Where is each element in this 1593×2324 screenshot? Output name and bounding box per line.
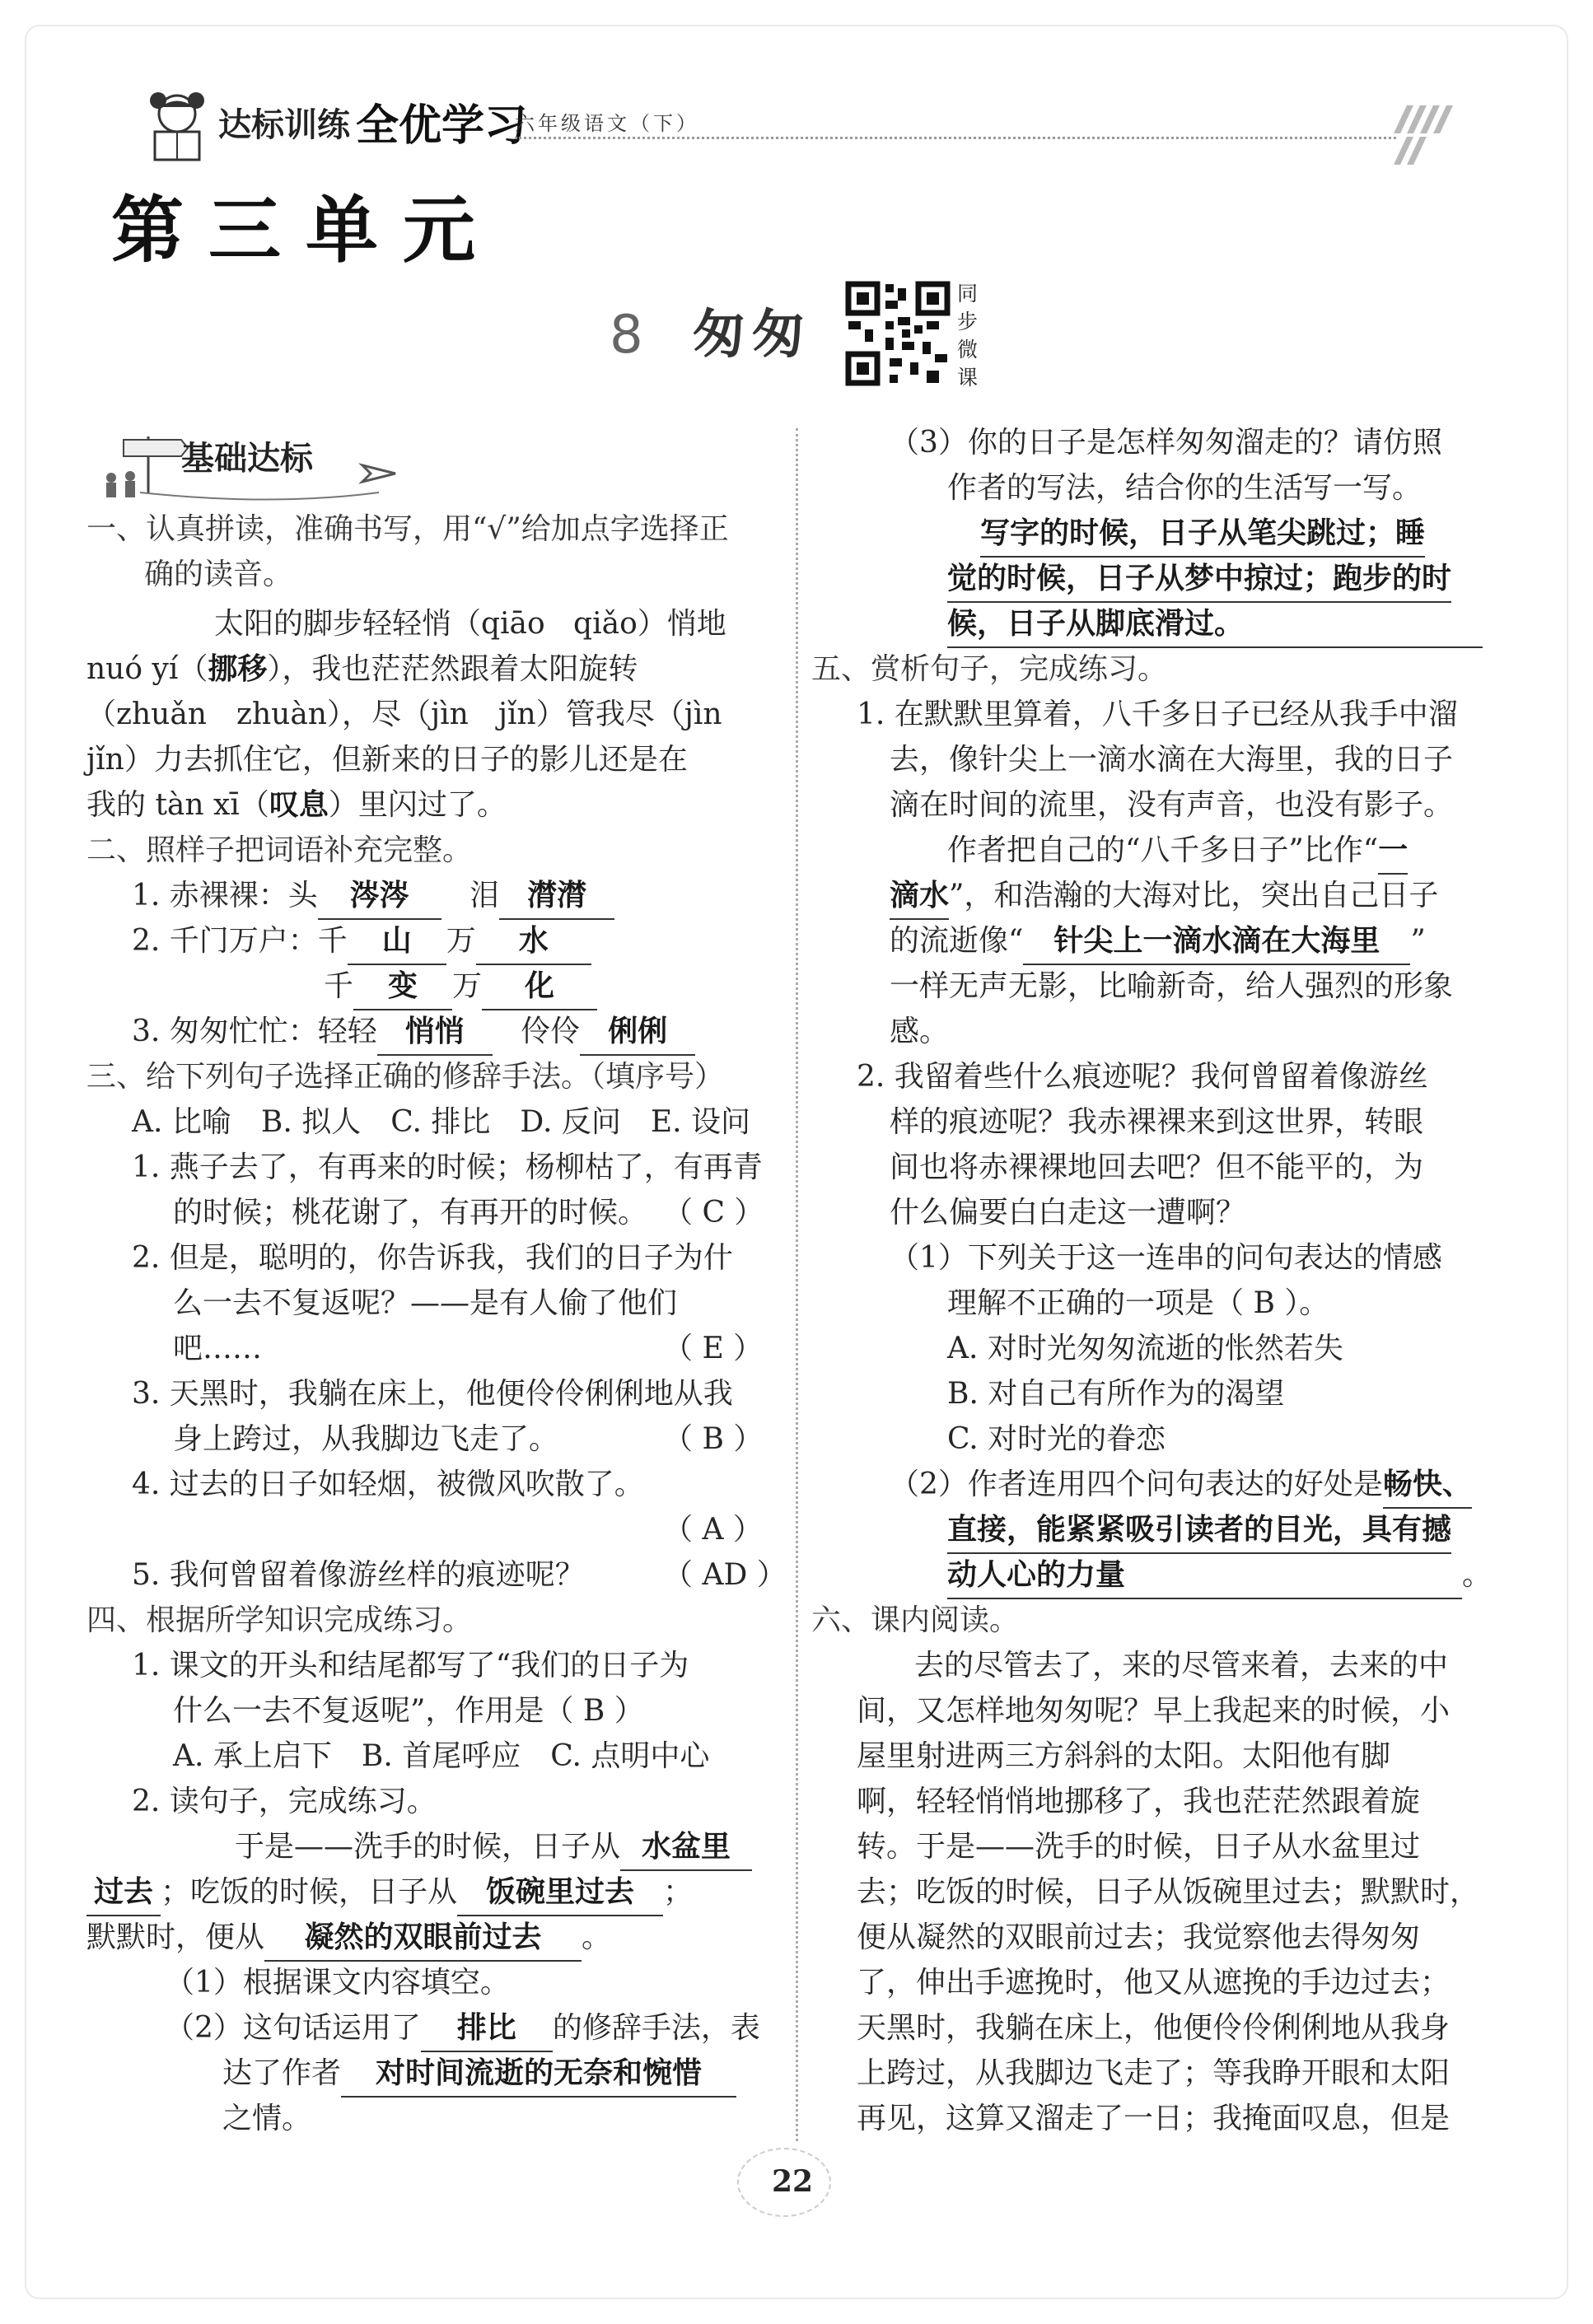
lesson-number: 8 bbox=[610, 305, 643, 366]
s3-q3a: 3. 天黑时，我躺在床上，他便伶伶俐俐地从我 bbox=[132, 1377, 733, 1411]
reading-line: 转。于是——洗手的时候，日子从水盆里过 bbox=[857, 1830, 1421, 1864]
s3-q1a: 1. 燕子去了，有再来的时候；杨柳枯了，有再青 bbox=[132, 1150, 763, 1184]
page-number: 22 bbox=[772, 2164, 814, 2199]
answer-field[interactable]: 针尖上一滴水滴在大海里 bbox=[1023, 918, 1410, 965]
s5-q2-p1b: 理解不正确的一项是（ B ）。 bbox=[947, 1286, 1329, 1320]
s5-q2-p2a bbox=[890, 1462, 1472, 1509]
badge-label: 基础达标 bbox=[181, 440, 313, 478]
series-title: 达标训练 bbox=[218, 106, 350, 144]
s5-q2-option-a: A. 对时光匆匆流逝的怅然若失 bbox=[947, 1332, 1343, 1365]
s4-q2: 2. 读句子，完成练习。 bbox=[132, 1785, 437, 1818]
column-divider bbox=[796, 428, 798, 2141]
s3-q5-answer[interactable]: （ AD ） bbox=[663, 1558, 787, 1592]
answer-field[interactable]: 对时间流逝的无奈和惋惜 bbox=[341, 2051, 736, 2098]
answer-tanxi: 叹息 bbox=[269, 788, 329, 822]
s5-q2-p1a: （1）下列关于这一连串的问句表达的情感 bbox=[890, 1241, 1442, 1275]
reading-line: 去；吃饭的时候，日子从饭碗里过去；默默时， bbox=[857, 1875, 1480, 1909]
q1-line2b: ），我也茫茫然跟着太阳旋转 bbox=[267, 652, 638, 686]
reading-line: 间，又怎样地匆匆呢？早上我起来的时候，小 bbox=[857, 1694, 1451, 1728]
answer-field[interactable]: 动人心的力量 bbox=[947, 1552, 1462, 1599]
s5-q1f-text: 的流逝像“ bbox=[890, 924, 1024, 958]
s3-q4a: 4. 过去的日子如轻烟，被微风吹散了。 bbox=[132, 1468, 644, 1501]
s2-q2d: 万 bbox=[452, 969, 483, 1003]
reading-girl-logo bbox=[140, 91, 214, 165]
s4-q2-line3 bbox=[86, 1915, 611, 1962]
s5-q1b: 去，像针尖上一滴水滴在大海里，我的日子 bbox=[890, 743, 1454, 777]
reading-line: 上跨过，从我脚边飞走了；等我睁开眼和太阳 bbox=[857, 2056, 1451, 2090]
s5-q1g: 一样无声无影，比喻新奇，给人强烈的形象 bbox=[890, 969, 1454, 1003]
lesson-name: 匆匆 bbox=[692, 304, 811, 366]
section-1-title-cont: 确的读音。 bbox=[144, 558, 293, 591]
s5-q1f-close: ” bbox=[1410, 924, 1426, 958]
s4-q2-line2 bbox=[86, 1869, 693, 1916]
answer-field[interactable]: 畅快、 bbox=[1383, 1462, 1472, 1509]
s3-options: A. 比喻 B. 拟人 C. 排比 D. 反问 E. 设问 bbox=[132, 1105, 751, 1139]
s5-q2-p2c bbox=[947, 1552, 1492, 1599]
grade-label: 六年级语文（下） bbox=[515, 112, 699, 135]
answer-field[interactable]: 水盆里 bbox=[620, 1824, 752, 1871]
q1-line2a: nuó yí（ bbox=[86, 652, 208, 686]
q1-line4: jǐn）力去抓住它，但新来的日子的影儿还是在 bbox=[86, 743, 688, 777]
q1-line1 bbox=[214, 601, 726, 646]
answer-field[interactable]: 水 bbox=[476, 918, 591, 965]
s4-q3b: 作者的写法，结合你的生活写一写。 bbox=[947, 471, 1422, 505]
s4-q2-p2c: 达了作者 bbox=[222, 2056, 342, 2090]
s3-q3b: 身上跨过，从我脚边飞走了。 bbox=[173, 1422, 559, 1456]
answer-field[interactable]: 排比 bbox=[421, 2005, 553, 2052]
answer-field[interactable]: 觉的时候，日子从梦中掠过；跑步的时 bbox=[947, 556, 1451, 603]
section-5-title: 五、赏析句子，完成练习。 bbox=[811, 652, 1168, 686]
s3-q2b: 么一去不复返呢？——是有人偷了他们 bbox=[173, 1286, 678, 1320]
s2-q2-line2 bbox=[324, 964, 597, 1010]
s5-q1a: 1. 在默默里算着，八千多日子已经从我手中溜 bbox=[857, 698, 1458, 731]
reading-line: 天黑时，我躺在床上，他便伶伶俐俐地从我身 bbox=[857, 2011, 1451, 2045]
answer-field[interactable]: 变 bbox=[353, 964, 452, 1010]
unit-title: 第三单元 bbox=[111, 187, 501, 273]
section-2-title: 二、照样子把词语补充完整。 bbox=[86, 833, 473, 867]
s5-q2-p2-end: 。 bbox=[1462, 1558, 1493, 1592]
answer-field[interactable]: 直接，能紧紧吸引读者的目光，具有撼 bbox=[947, 1507, 1451, 1554]
s5-q2-p2a-text: （2）作者连用四个问句表达的好处是 bbox=[890, 1468, 1383, 1501]
s4-q2-p2a: （2）这句话运用了 bbox=[165, 2011, 421, 2045]
s2-q1 bbox=[132, 873, 614, 920]
answer-field[interactable]: 一 bbox=[1378, 828, 1408, 875]
section-6-title: 六、课内阅读。 bbox=[811, 1603, 1020, 1637]
section-1-title: 一、认真拼读，准确书写，用“√”给加点字选择正 bbox=[86, 512, 729, 546]
s4-q2-p2b: 的修辞手法，表 bbox=[552, 2011, 760, 2045]
s5-q1e-text: ”，和浩瀚的大海对比，突出自己日子 bbox=[949, 879, 1439, 912]
s3-q2c: 吧…… bbox=[173, 1332, 263, 1365]
s3-q4-answer[interactable]: （ A ） bbox=[663, 1513, 763, 1547]
answer-field[interactable]: 潸潸 bbox=[499, 873, 614, 920]
answer-field[interactable]: 饭碗里过去 bbox=[457, 1869, 663, 1916]
section-4-title: 四、根据所学知识完成练习。 bbox=[86, 1603, 473, 1637]
s4-q2-l2b: ； bbox=[663, 1875, 694, 1909]
reading-line: 屋里射进两三方斜斜的太阳。太阳他有脚 bbox=[857, 1739, 1391, 1773]
s4-q2-p2-line3: 之情。 bbox=[222, 2102, 312, 2135]
s5-q2c: 间也将赤裸裸地回去吧？但不能平的，为 bbox=[890, 1150, 1424, 1184]
s4-q1b: 什么一去不复返呢”，作用是（ B ） bbox=[173, 1694, 644, 1728]
s3-q1-answer[interactable]: （ C ） bbox=[663, 1196, 764, 1230]
s3-q2-answer[interactable]: （ E ） bbox=[663, 1332, 764, 1365]
s2-q2 bbox=[132, 918, 591, 965]
header-rule bbox=[515, 137, 1396, 139]
decor-stripes bbox=[1400, 105, 1458, 168]
s5-q2-option-c: C. 对时光的眷恋 bbox=[947, 1422, 1166, 1456]
reading-line: 便从凝然的双眼前过去；我觉察他去得匆匆 bbox=[857, 1920, 1421, 1954]
answer-field[interactable]: 滴水 bbox=[890, 873, 949, 920]
s4-q2-p2 bbox=[165, 2005, 760, 2052]
section-3-title: 三、给下列句子选择正确的修辞手法。（填序号） bbox=[86, 1060, 725, 1094]
q1-line5a: 我的 tàn xī（ bbox=[86, 788, 269, 822]
qr-label: 同步微课 bbox=[957, 282, 979, 390]
qr-code-icon[interactable] bbox=[844, 280, 951, 387]
s4-q2-line1 bbox=[235, 1824, 752, 1871]
s3-q3-answer[interactable]: （ B ） bbox=[663, 1422, 764, 1456]
s3-q5a: 5. 我何曾留着像游丝样的痕迹呢？ bbox=[132, 1558, 585, 1592]
q1-line2 bbox=[86, 646, 638, 692]
s2-q3a: 3. 匆匆忙忙：轻轻 bbox=[132, 1015, 377, 1048]
reading-line: 了，伸出手遮挽时，他又从遮挽的手边过去； bbox=[857, 1966, 1451, 2000]
s4-q3a: （3）你的日子是怎样匆匆溜走的？请仿照 bbox=[890, 426, 1442, 460]
answer-field[interactable]: 俐俐 bbox=[580, 1009, 695, 1056]
q1-line5 bbox=[86, 782, 507, 828]
s3-q1b: 的时候；桃花谢了，有再开的时候。 bbox=[173, 1196, 648, 1230]
answer-field[interactable]: 写字的时候，日子从笔尖跳过；睡 bbox=[980, 511, 1425, 558]
answer-field[interactable]: 山 bbox=[348, 918, 446, 965]
answer-field[interactable]: 过去 bbox=[86, 1869, 161, 1916]
s2-q1a: 1. 赤裸裸：头 bbox=[132, 879, 318, 912]
s4-q1a: 1. 课文的开头和结尾都写了“我们的日子为 bbox=[132, 1649, 689, 1682]
series-brand: 全优学习 bbox=[356, 100, 528, 151]
answer-field[interactable]: 候，日子从脚底滑过。 bbox=[947, 601, 1483, 648]
q1-line5b: ）里闪过了。 bbox=[328, 788, 507, 822]
s5-q2b: 样的痕迹呢？我赤裸裸来到这世界，转眼 bbox=[890, 1105, 1424, 1139]
s5-q1e bbox=[890, 873, 1438, 920]
q1-line1b: qiǎo）悄地 bbox=[573, 607, 726, 641]
answer-field[interactable]: 涔涔 bbox=[318, 873, 441, 920]
reading-line: 啊，轻轻悄悄地挪移了，我也茫茫然跟着旋 bbox=[857, 1785, 1421, 1818]
s2-q3b: 伶伶 bbox=[521, 1015, 581, 1048]
q1-line1a: 太阳的脚步轻轻悄（qiāo bbox=[214, 607, 545, 641]
s4-q2-l2a: ；吃饭的时候，日子从 bbox=[161, 1875, 458, 1909]
s5-q2d: 什么偏要白白走这一遭啊？ bbox=[890, 1196, 1246, 1230]
s5-q1d-text: 作者把自己的“八千多日子”比作“ bbox=[947, 833, 1379, 867]
s5-q2-option-b: B. 对自己有所作为的渴望 bbox=[947, 1377, 1285, 1411]
lesson-title bbox=[610, 292, 811, 368]
s3-q2a: 2. 但是，聪明的，你告诉我，我们的日子为什 bbox=[132, 1241, 733, 1275]
s4-q3-answer2 bbox=[947, 556, 1451, 603]
s4-q3-answer3 bbox=[947, 601, 1483, 648]
q1-line3: （zhuǎn zhuàn），尽（jìn jǐn）管我尽（jìn bbox=[86, 698, 722, 731]
answer-nuoyi: 挪移 bbox=[208, 652, 268, 686]
s4-q2-l1a: 于是——洗手的时候，日子从 bbox=[235, 1830, 621, 1864]
answer-field[interactable]: 化 bbox=[482, 964, 597, 1010]
s4-q3-answer1 bbox=[947, 511, 1425, 558]
s4-q1-options: A. 承上启下 B. 首尾呼应 C. 点明中心 bbox=[173, 1739, 710, 1773]
s4-q2-l3b: 。 bbox=[582, 1920, 612, 1954]
page-header bbox=[140, 91, 1458, 156]
reading-line: 再见，这算又溜走了一日；我掩面叹息，但是 bbox=[857, 2102, 1451, 2135]
s4-q2-p1: （1）根据课文内容填空。 bbox=[165, 1966, 510, 2000]
s2-q3 bbox=[132, 1009, 695, 1056]
s5-q1f bbox=[890, 918, 1426, 965]
s5-q2a: 2. 我留着些什么痕迹呢？我何曾留着像游丝 bbox=[857, 1060, 1428, 1094]
s5-q1c: 滴在时间的流里，没有声音，也没有影子。 bbox=[890, 788, 1454, 822]
s2-q2c: 千 bbox=[324, 969, 354, 1003]
s2-q2a: 2. 千门万户：千 bbox=[132, 924, 348, 958]
reading-line: 去的尽管去了，来的尽管来着，去来的中 bbox=[914, 1649, 1449, 1682]
s5-q2-p2b bbox=[947, 1507, 1451, 1554]
s2-q1b: 泪 bbox=[469, 879, 500, 912]
answer-field[interactable]: 凝然的双眼前过去 bbox=[264, 1915, 582, 1962]
s4-q2-p2-line2 bbox=[222, 2051, 736, 2098]
answer-field[interactable]: 悄悄 bbox=[377, 1009, 493, 1056]
s5-q1h: 感。 bbox=[890, 1015, 950, 1048]
s2-q2b: 万 bbox=[446, 924, 476, 958]
s4-q2-l3a: 默默时，便从 bbox=[86, 1920, 265, 1954]
s5-q1d bbox=[947, 828, 1408, 875]
